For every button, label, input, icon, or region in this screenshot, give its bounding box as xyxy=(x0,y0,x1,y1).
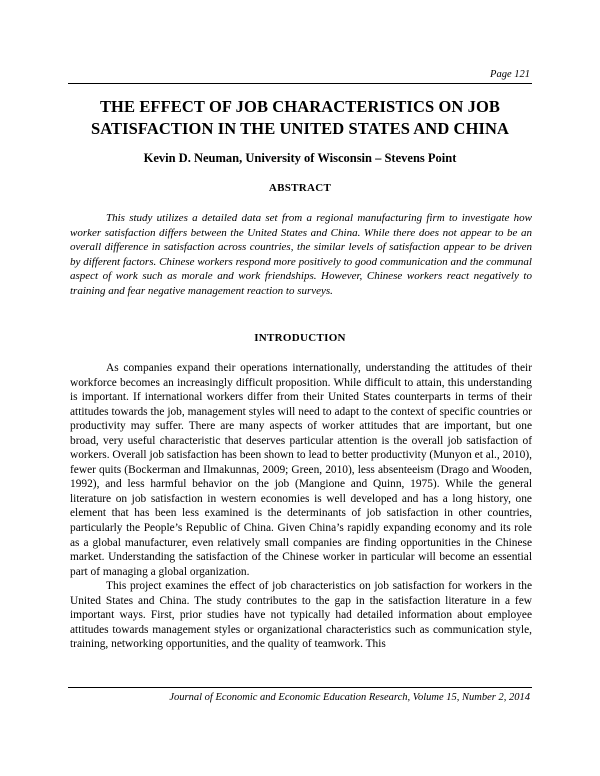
footer-rule xyxy=(68,687,532,688)
title-line-1: THE EFFECT OF JOB CHARACTERISTICS ON JOB xyxy=(99,97,501,116)
body-paragraph: As companies expand their operations internationally, understanding the attitudes of their workforce becomes an increasingly difficult proposition. While difficult to attain, this understanding is important. If international workers differ from their United States counterparts in terms of their attitudes towards the job, management styles will need to adapt to the context of specific countries or productivity may suffer. There are many aspects of worker attitudes that are important, but one broad, very useful characteristic that deserves particular attention is the overall job satisfaction of workers. Overall job satisfaction has been shown to lead to better productivity (Munyon et al., 2010), fewer quits (Bockerman and Ilmakunnas, 2009; Green, 2010), less absenteeism (Drago and Wooden, 1992), and less harmful behavior on the job (Mangione and Quinn, 1975). While the general literature on job satisfaction in western economies is well developed and has a long history, one element that has been less examined is the determinants of job satisfaction in other countries, particularly the People’s Republic of China. Given China’s rapidly expanding economy and its role as a global manufacturer, even relatively small companies are finding opportunities in the Chinese market. Understanding the satisfaction of the Chinese worker in particular will become an essential part of managing a global organization. xyxy=(70,362,532,578)
abstract-text: This study utilizes a detailed data set from a regional manufacturing firm to investigate how worker satisfaction differs between the United States and China. While there does not appear to be an overall difference in satisfaction across countries, the similar levels of satisfaction appear to be driven by different factors. Chinese workers respond more positively to good communication and the communal aspect of work such as morale and work friendships. However, Chinese workers react negatively to training and fear negative management reaction to surveys. xyxy=(70,212,532,297)
abstract-heading: ABSTRACT xyxy=(268,182,332,194)
introduction-body xyxy=(70,361,532,652)
introduction-heading: INTRODUCTION xyxy=(254,332,346,344)
paper-title xyxy=(60,96,540,140)
journal-footer: Journal of Economic and Economic Education Research, Volume 15, Number 2, 2014 xyxy=(169,692,530,703)
author-line: Kevin D. Neuman, University of Wisconsin – Stevens Point xyxy=(143,151,457,165)
title-line-2: SATISFACTION IN THE UNITED STATES AND CHINA xyxy=(90,119,510,138)
body-paragraph: This project examines the effect of job characteristics on job satisfaction for workers in the United States and China. The study contributes to the gap in the satisfaction literature in a few important ways. First, prior studies have not typically had detailed information about employee attitudes towards management styles or organizational characteristics such as communication style, training, networking opportunities, and the quality of teamwork. This xyxy=(70,580,532,651)
header-rule xyxy=(68,83,532,84)
page-number: Page 121 xyxy=(490,69,530,80)
